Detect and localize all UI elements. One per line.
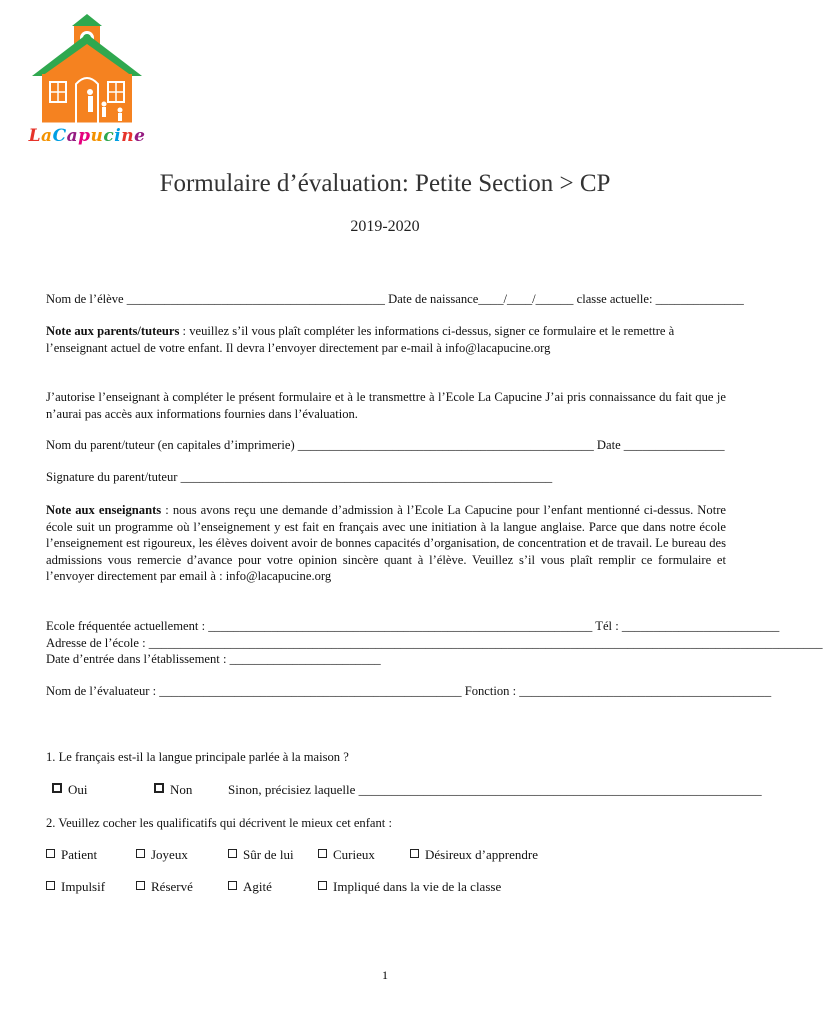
option-sur-de-lui[interactable]: Sûr de lui — [228, 847, 294, 863]
option-desireux[interactable]: Désireux d’apprendre — [410, 847, 538, 863]
teachers-note-label: Note aux enseignants — [46, 503, 162, 517]
student-info-line[interactable]: Nom de l’élève _________________________________________ Date de naissance____/____/______ classe actuelle: ______________ — [46, 292, 744, 306]
parent-name-line[interactable]: Nom du parent/tuteur (en capitales d’imprimerie) _______________________________________________ Date ________________ — [46, 438, 725, 452]
option-oui[interactable]: Oui — [52, 782, 88, 798]
school-address-line[interactable]: Adresse de l’école : ___________________________________________________________________________________________________________ — [46, 635, 823, 650]
page-number: 1 — [382, 968, 388, 982]
checkbox-icon[interactable] — [154, 783, 164, 793]
checkbox-icon[interactable] — [46, 849, 55, 858]
checkbox-icon[interactable] — [136, 881, 145, 890]
parents-note-label: Note aux parents/tuteurs — [46, 324, 180, 338]
evaluator-line[interactable]: Nom de l’évaluateur : ________________________________________________ Fonction : ________________________________________ — [46, 684, 772, 698]
parents-note — [46, 323, 726, 356]
logo-brand-text: LaCapucine — [28, 126, 146, 146]
checkbox-icon[interactable] — [410, 849, 419, 858]
option-agite[interactable]: Agité — [228, 879, 272, 895]
entry-date-line[interactable]: Date d’entrée dans l’établissement : ________________________ — [46, 652, 381, 666]
teachers-note-text: : nous avons reçu une demande d’admission à l’Ecole La Capucine pour l’enfant mentionné ci-dessus. Notre école suit un programme où l’enseignement y est fait en français avec une initiation à la langue anglaise. Parce que dans notre école l’enseignement est rigoureux, les élèves doivent avoir de bonnes capacités d’organisation, de concentration et de travail. Le bureau des admissions vous remercie d’avance pour votre opinion sincère quant à l’élève. Veuillez s’il vous plaît remplir ce formulaire et l’envoyer directement par email à : info@lacapucine.org — [46, 503, 726, 583]
school-year: 2019-2020 — [350, 218, 420, 235]
option-patient[interactable]: Patient — [46, 847, 97, 863]
school-logo — [28, 14, 146, 156]
option-impulsif[interactable]: Impulsif — [46, 879, 105, 895]
option-curieux[interactable]: Curieux — [318, 847, 375, 863]
checkbox-icon[interactable] — [46, 881, 55, 890]
parents-note-text: : veuillez s’il vous plaît compléter les informations ci-dessus, signer ce formulaire et le remettre à l’enseignant actuel de votre enfant. Il devra l’envoyer directement par e-mail à info@lacapucine.org — [46, 324, 675, 355]
authorization-text: J’autorise l’enseignant à compléter le présent formulaire et à le transmettre à l’Ecole La Capucine J’ai pris connaissance du fait que je n’aurai pas accès aux informations fournies dans l’évaluation. — [46, 390, 726, 421]
question-2: 2. Veuillez cocher les qualificatifs qui décrivent le mieux cet enfant : — [46, 816, 392, 830]
checkbox-icon[interactable] — [228, 881, 237, 890]
option-reserve[interactable]: Réservé — [136, 879, 193, 895]
option-joyeux[interactable]: Joyeux — [136, 847, 188, 863]
checkbox-icon[interactable] — [318, 881, 327, 890]
schoolhouse-icon — [28, 14, 146, 126]
teachers-note — [46, 502, 726, 585]
checkbox-icon[interactable] — [52, 783, 62, 793]
question-1: 1. Le français est-il la langue principale parlée à la maison ? — [46, 750, 349, 764]
option-implique[interactable]: Impliqué dans la vie de la classe — [318, 879, 501, 895]
current-school-line[interactable]: Ecole fréquentée actuellement : _____________________________________________________________ Tél : _________________________ — [46, 619, 780, 633]
checkbox-icon[interactable] — [318, 849, 327, 858]
option-non[interactable]: Non — [154, 782, 192, 798]
other-language-line[interactable]: Sinon, précisiez laquelle ______________________________________________________________ — [228, 782, 762, 797]
checkbox-icon[interactable] — [228, 849, 237, 858]
school-info[interactable] — [46, 618, 823, 668]
form-title: Formulaire d’évaluation: Petite Section > CP — [159, 170, 611, 197]
signature-line[interactable]: Signature du parent/tuteur ___________________________________________________________ — [46, 470, 553, 484]
checkbox-icon[interactable] — [136, 849, 145, 858]
